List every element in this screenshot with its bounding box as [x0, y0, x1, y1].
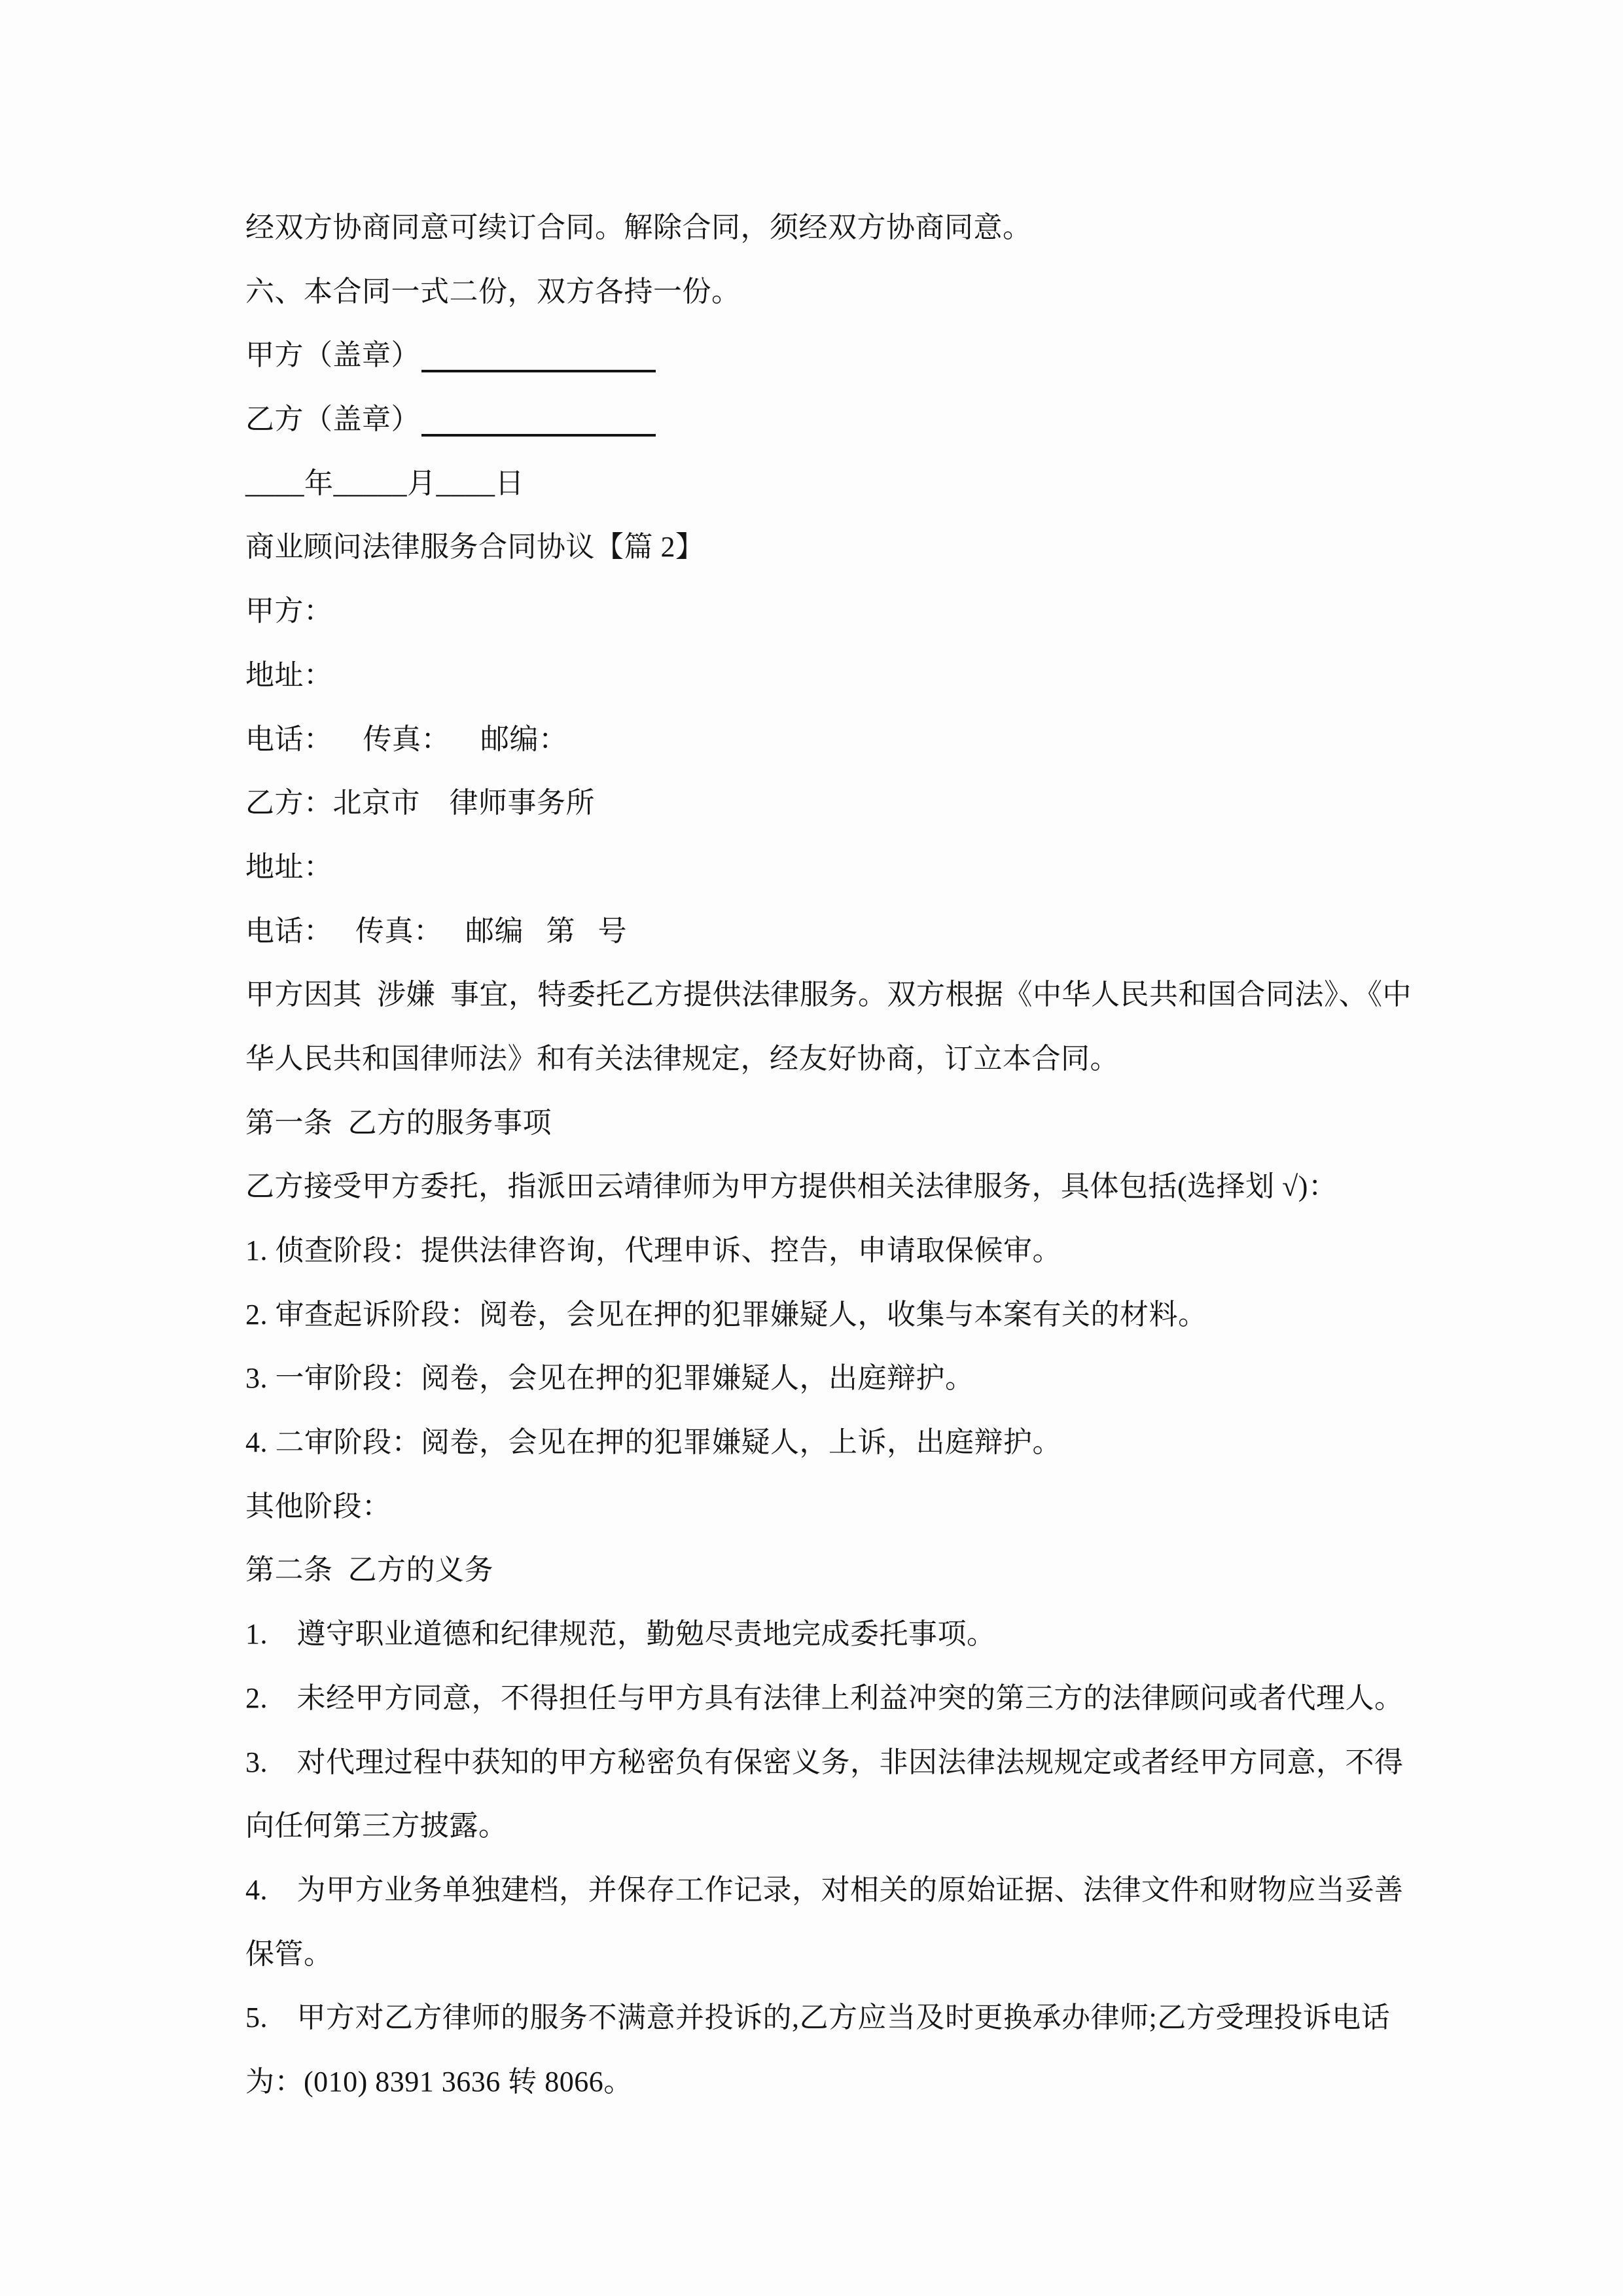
stage-4-second-instance-line: 4. 二审阶段：阅卷，会见在押的犯罪嫌疑人，上诉，出庭辩护。 [245, 1426, 1061, 1459]
obligation-2-line: 2. 未经甲方同意，不得担任与甲方具有法律上利益冲突的第三方的法律顾问或者代理人。 [245, 1681, 1404, 1714]
other-stages-line: 其他阶段： [245, 1490, 391, 1522]
party-a-seal-label: 甲方（盖章） [245, 339, 420, 372]
obligation-5-line-2: 为：(010) 8391 3636 转 8066。 [245, 2065, 633, 2098]
stage-2-prosecution-review-line: 2. 审查起诉阶段：阅卷，会见在押的犯罪嫌疑人，收集与本案有关的材料。 [245, 1298, 1207, 1331]
obligation-1-line: 1. 遵守职业道德和纪律规范，勤勉尽责地完成委托事项。 [245, 1618, 996, 1651]
party-b-address-line: 地址： [245, 850, 333, 883]
party-b-signature-blank [421, 405, 656, 437]
obligation-4-line-1: 4. 为甲方业务单独建档，并保存工作记录，对相关的原始证据、法律文件和财物应当妥善 [245, 1873, 1404, 1906]
renewal-termination-clause-line: 经双方协商同意可续订合同。解除合同，须经双方协商同意。 [245, 211, 1032, 243]
article-2-heading: 第二条 乙方的义务 [245, 1554, 493, 1587]
party-a-seal-line [245, 323, 1584, 387]
stage-1-investigation-line: 1. 侦查阶段：提供法律咨询，代理申诉、控告，申请取保候审。 [245, 1234, 1061, 1266]
article-1-intro-line: 乙方接受甲方委托，指派田云靖律师为甲方提供相关法律服务，具体包括(选择划 √)： [245, 1170, 1338, 1203]
preamble-line-2: 华人民共和国律师法》和有关法律规定，经友好协商，订立本合同。 [245, 1042, 1119, 1075]
party-a-label-line: 甲方： [245, 595, 333, 628]
article-1-heading: 第一条 乙方的服务事项 [245, 1106, 552, 1139]
obligation-3-line-1: 3. 对代理过程中获知的甲方秘密负有保密义务，非因法律法规规定或者经甲方同意，不得 [245, 1746, 1404, 1778]
stage-3-first-instance-line: 3. 一审阶段：阅卷，会见在押的犯罪嫌疑人，出庭辩护。 [245, 1362, 974, 1395]
obligation-5-line-1: 5. 甲方对乙方律师的服务不满意并投诉的,乙方应当及时更换承办律师;乙方受理投诉电话 [245, 2001, 1391, 2034]
party-a-contact-line: 电话： 传真： 邮编： [245, 723, 568, 755]
party-b-seal-line [245, 387, 1584, 452]
party-b-label-line: 乙方：北京市 律师事务所 [245, 787, 595, 819]
obligation-4-line-2: 保管。 [245, 1937, 333, 1970]
party-a-address-line: 地址： [245, 658, 333, 691]
party-b-contact-line: 电话： 传真： 邮编 第 号 [245, 914, 627, 947]
party-a-signature-blank [421, 341, 656, 372]
obligation-3-line-2: 向任何第三方披露。 [245, 1810, 508, 1842]
date-blank-line: ____年_____月____日 [245, 467, 524, 499]
contract-part2-title: 商业顾问法律服务合同协议【篇 2】 [245, 531, 705, 564]
party-b-seal-label: 乙方（盖章） [245, 403, 420, 436]
preamble-line-1: 甲方因其 涉嫌 事宜，特委托乙方提供法律服务。双方根据《中华人民共和国合同法》、《中 [245, 978, 1412, 1011]
clause-six-copies-line: 六、本合同一式二份，双方各持一份。 [245, 275, 741, 308]
